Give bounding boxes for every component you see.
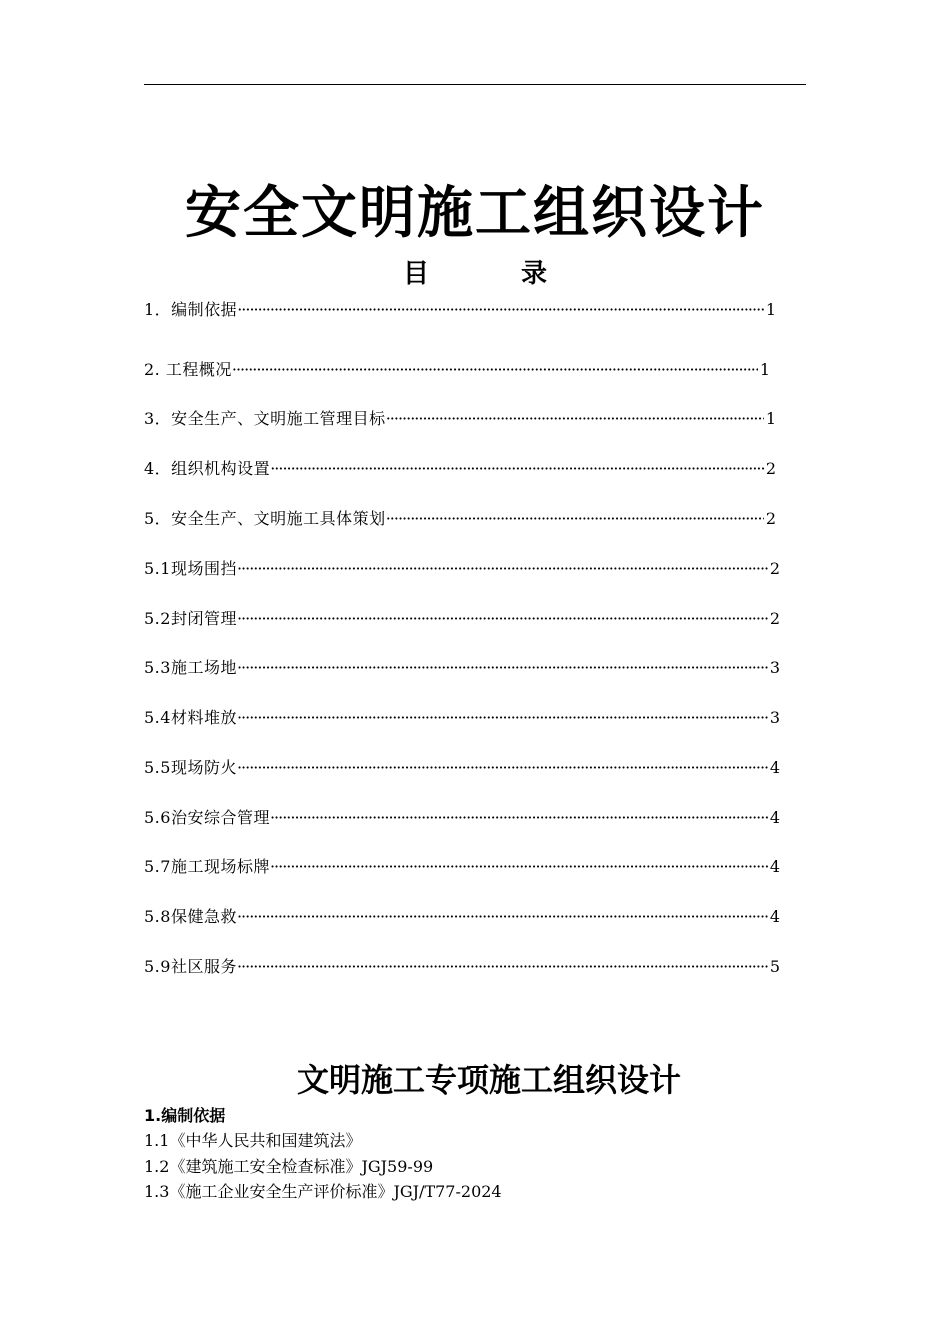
toc-dot-leader [237, 297, 764, 323]
toc-entry[interactable] [144, 556, 780, 582]
toc-entry-label: 5.3施工场地 [144, 658, 237, 677]
toc-entry-page: 2 [769, 559, 780, 578]
toc-entry[interactable] [144, 954, 780, 980]
toc-entry-label: 5.8保健急救 [144, 907, 237, 926]
toc-dot-leader [237, 755, 768, 781]
toc-entry-label: 5．安全生产、文明施工具体策划 [144, 509, 386, 528]
header-rule [144, 84, 806, 85]
toc-entry-page: 2 [769, 609, 780, 628]
toc-heading-right: 录 [521, 259, 548, 289]
toc-entry-page: 2 [765, 459, 776, 478]
toc-entry-label: 5.2封闭管理 [144, 609, 237, 628]
toc-dot-leader [270, 854, 768, 880]
toc-dot-leader [237, 606, 768, 632]
basis-list-item: 1.2《建筑施工安全检查标准》JGJ59-99 [144, 1157, 434, 1176]
basis-list-item: 1.3《施工企业安全生产评价标准》JGJ/T77-2024 [144, 1182, 502, 1201]
toc-entry-label: 5.5现场防火 [144, 758, 237, 777]
toc-entry[interactable] [144, 655, 780, 681]
toc-heading-left: 目 [402, 259, 429, 289]
toc-entry-label: 5.6治安综合管理 [144, 808, 270, 827]
toc-entry-page: 4 [769, 907, 780, 926]
toc-entry[interactable] [144, 904, 780, 930]
toc-entry-page: 1 [765, 409, 776, 428]
toc-entry[interactable] [144, 297, 776, 323]
toc-dot-leader [270, 456, 764, 482]
toc-entry[interactable] [144, 705, 780, 731]
section-title: 文明施工专项施工组织设计 [296, 1061, 681, 1099]
toc-entry[interactable] [144, 357, 770, 383]
toc-entry-page: 5 [769, 957, 780, 976]
toc-entry-label: 4．组织机构设置 [144, 459, 271, 478]
toc-entry-page: 4 [769, 857, 780, 876]
toc-entry[interactable] [144, 854, 780, 880]
toc-dot-leader [232, 357, 758, 383]
toc-entry[interactable] [144, 805, 780, 831]
toc-entry[interactable] [144, 506, 776, 532]
toc-entry-page: 4 [769, 808, 780, 827]
toc-heading [144, 256, 806, 292]
toc-entry[interactable] [144, 606, 780, 632]
toc-dot-leader [237, 556, 768, 582]
toc-entry-page: 4 [769, 758, 780, 777]
toc-dot-leader [237, 655, 768, 681]
toc-entry[interactable] [144, 755, 780, 781]
toc-entry-page: 3 [769, 658, 780, 677]
toc-dot-leader [237, 904, 768, 930]
toc-entry-page: 3 [769, 708, 780, 727]
toc-entry-label: 1．编制依据 [144, 300, 238, 319]
toc-entry-page: 1 [765, 300, 776, 319]
toc-dot-leader [386, 506, 764, 532]
toc-entry-label: 5.1现场围挡 [144, 559, 237, 578]
toc-entry-label: 3．安全生产、文明施工管理目标 [144, 409, 386, 428]
toc-entry-page: 1 [759, 360, 770, 379]
document-title: 安全文明施工组织设计 [185, 181, 765, 246]
toc-entry-label: 5.7施工现场标牌 [144, 857, 270, 876]
toc-dot-leader [386, 406, 764, 432]
toc-entry[interactable] [144, 456, 776, 482]
toc-dot-leader [237, 954, 768, 980]
toc-entry-label: 2. 工程概况 [144, 360, 232, 379]
toc-entry-label: 5.9社区服务 [144, 957, 237, 976]
section-subheading: 1.编制依据 [144, 1106, 226, 1125]
toc-dot-leader [237, 705, 768, 731]
toc-entry[interactable] [144, 406, 776, 432]
toc-dot-leader [270, 805, 768, 831]
basis-list-item: 1.1《中华人民共和国建筑法》 [144, 1131, 362, 1150]
toc-entry-page: 2 [765, 509, 776, 528]
toc-entry-label: 5.4材料堆放 [144, 708, 237, 727]
